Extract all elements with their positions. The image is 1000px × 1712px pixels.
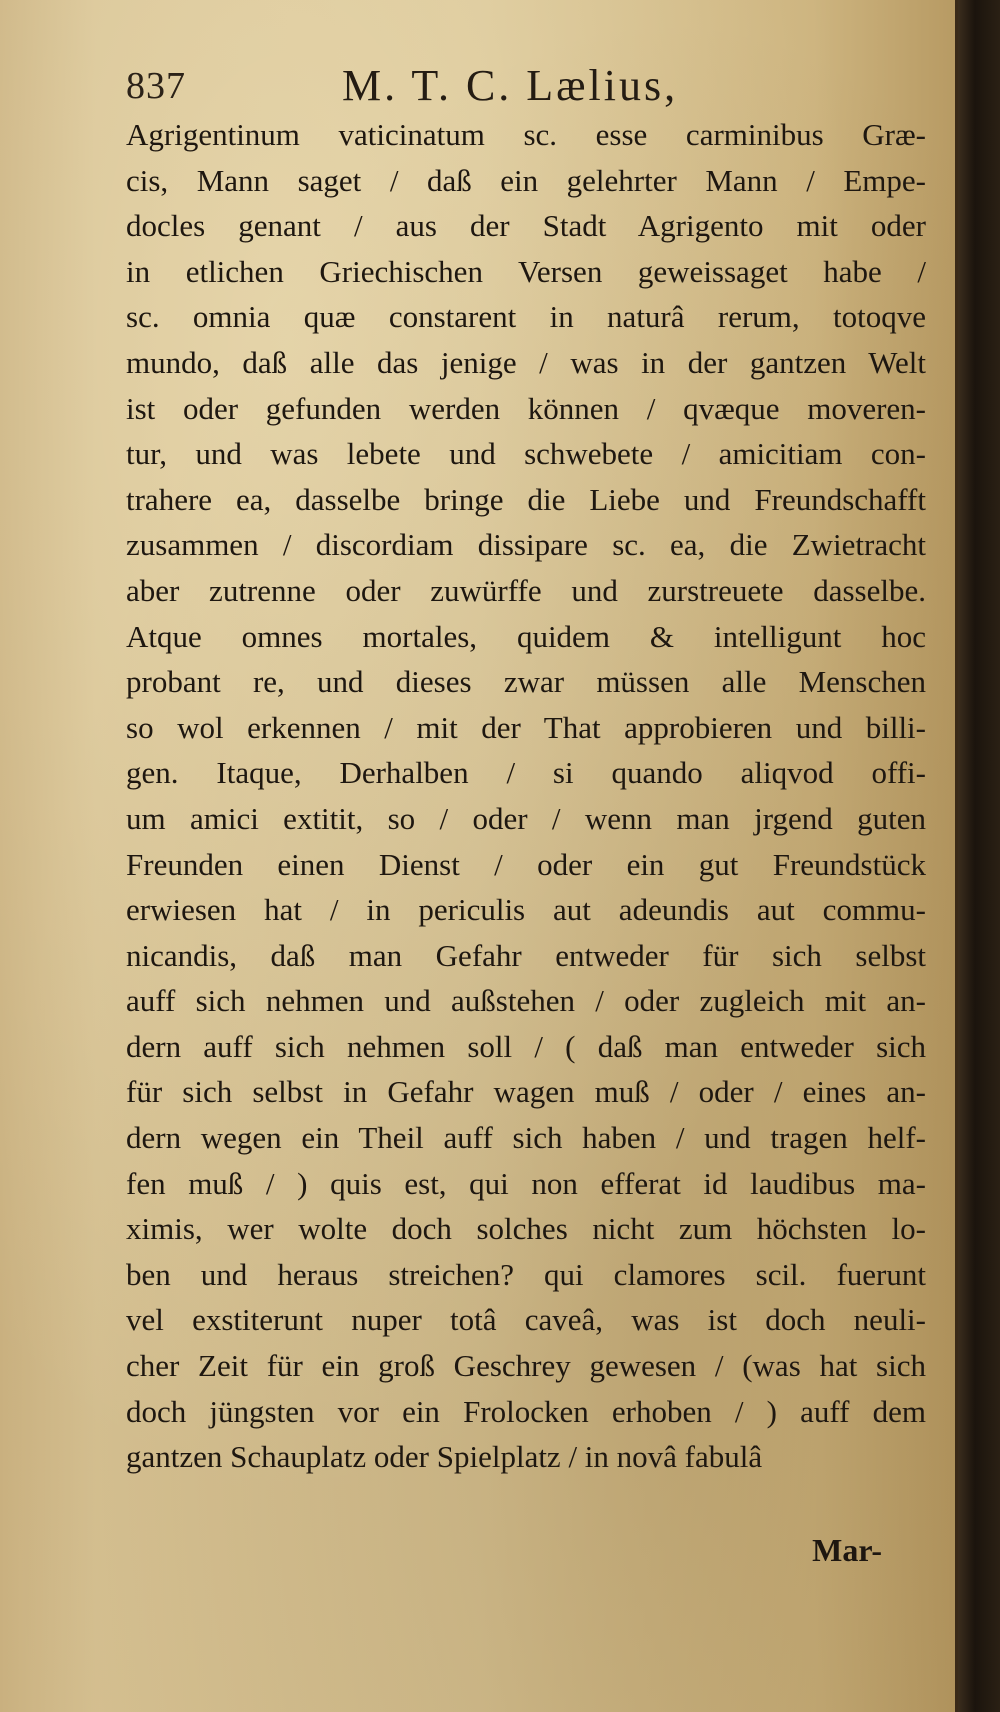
text-line: erwiesen hat / in periculis aut adeundis aut commu- bbox=[126, 892, 926, 928]
body-text bbox=[126, 112, 926, 1480]
text-line: um amici extitit, so / oder / wenn man jrgend guten bbox=[126, 800, 926, 836]
catchword: Mar- bbox=[812, 1532, 882, 1568]
running-head: M. T. C. Lælius, bbox=[342, 61, 679, 110]
text-line: gantzen Schauplatz oder Spielplatz / in novâ fabulâ bbox=[126, 1439, 763, 1475]
text-line: doch jüngsten vor ein Frolocken erhoben / ) auff dem bbox=[126, 1393, 926, 1429]
text-line: sc. omnia quæ constarent in naturâ rerum, totoqve bbox=[126, 299, 926, 335]
text-line: nicandis, daß man Gefahr entweder für sich selbst bbox=[126, 937, 926, 973]
text-line: tur, und was lebete und schwebete / amicitiam con- bbox=[126, 436, 926, 472]
text-line: ben und heraus streichen? qui clamores scil. fuerunt bbox=[126, 1256, 926, 1292]
page-header bbox=[126, 58, 826, 118]
text-line: cher Zeit für ein groß Geschrey gewesen / (was hat sich bbox=[126, 1348, 926, 1384]
text-line: gen. Itaque, Derhalben / si quando aliqvod offi- bbox=[126, 755, 926, 791]
page-number: 837 bbox=[126, 65, 186, 107]
text-line: fen muß / ) quis est, qui non efferat id laudibus ma- bbox=[126, 1165, 926, 1201]
text-line: Agrigentinum vaticinatum sc. esse carminibus Græ- bbox=[126, 117, 926, 152]
text-line: docles genant / aus der Stadt Agrigento mit oder bbox=[126, 208, 926, 244]
text-line: dern auff sich nehmen soll / ( daß man entweder sich bbox=[126, 1028, 926, 1064]
text-line: cis, Mann saget / daß ein gelehrter Mann / Empe- bbox=[126, 162, 926, 198]
text-line: aber zutrenne oder zuwürffe und zurstreuete dasselbe. bbox=[126, 572, 926, 608]
text-line: trahere ea, dasselbe bringe die Liebe und Freundschafft bbox=[126, 481, 926, 517]
text-line: in etlichen Griechischen Versen geweissaget habe / bbox=[126, 253, 926, 289]
page-edge bbox=[958, 0, 1000, 1712]
text-line: ist oder gefunden werden können / qvæque moveren- bbox=[126, 390, 926, 426]
text-line: vel exstiterunt nuper totâ caveâ, was ist doch neuli- bbox=[126, 1302, 926, 1338]
text-line: probant re, und dieses zwar müssen alle Menschen bbox=[126, 664, 926, 700]
text-line: ximis, wer wolte doch solches nicht zum höchsten lo- bbox=[126, 1211, 926, 1247]
text-line: dern wegen ein Theil auff sich haben / und tragen helf- bbox=[126, 1120, 926, 1156]
text-line: zusammen / discordiam dissipare sc. ea, die Zwietracht bbox=[126, 527, 926, 563]
text-line: Freunden einen Dienst / oder ein gut Freundstück bbox=[126, 846, 926, 882]
text-line: für sich selbst in Gefahr wagen muß / oder / eines an- bbox=[126, 1074, 926, 1110]
text-line: so wol erkennen / mit der That approbieren und billi- bbox=[126, 709, 926, 745]
text-line: auff sich nehmen und außstehen / oder zugleich mit an- bbox=[126, 983, 926, 1019]
text-line: mundo, daß alle das jenige / was in der gantzen Welt bbox=[126, 344, 926, 380]
text-line: Atque omnes mortales, quidem & intelligunt hoc bbox=[126, 618, 926, 654]
